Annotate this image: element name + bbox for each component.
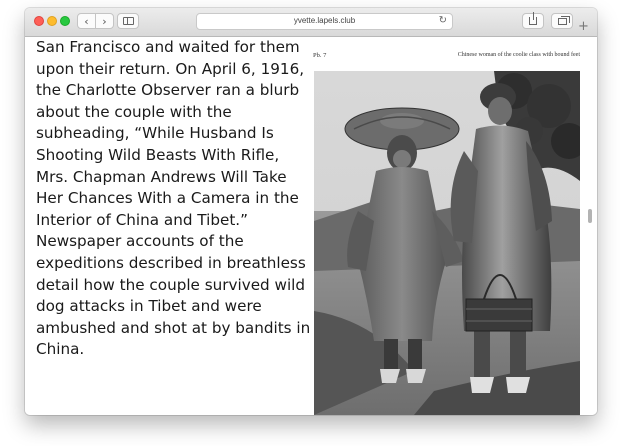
page-viewport[interactable] — [25, 37, 597, 415]
share-button[interactable] — [522, 13, 544, 29]
minimize-window-button[interactable] — [47, 16, 57, 26]
back-button[interactable] — [77, 13, 96, 29]
browser-window — [25, 8, 597, 415]
article-paragraph: San Francisco and waited for them upon their return. On April 6, 1916, the Charlotte Observer ran a blurb about the couple with the subheading, “While Husband Is Shooting Wild Beasts With Rifle, Mrs. Chapman Andrews Will Take Her Chances With a Camera in the Interior of China and Tibet.” Newspaper accounts of the expeditions described in breathless detail how the couple survived wild dog attacks in Tibet and were ambushed and shot at by bandits in China. — [36, 38, 311, 359]
forward-button[interactable] — [95, 13, 114, 29]
address-url: yvette.lapels.club — [293, 16, 356, 25]
historical-photo — [314, 71, 580, 415]
close-window-button[interactable] — [34, 16, 44, 26]
reload-icon[interactable]: ↻ — [438, 15, 447, 26]
zoom-window-button[interactable] — [60, 16, 70, 26]
share-icon — [529, 17, 537, 25]
tabs-icon — [558, 18, 567, 25]
show-tabs-button[interactable] — [551, 13, 573, 29]
chevron-left-icon: ‹ — [84, 14, 89, 28]
address-bar[interactable] — [196, 13, 453, 30]
browser-toolbar — [25, 8, 597, 37]
sidebar-toggle-button[interactable] — [117, 13, 139, 29]
chevron-right-icon: › — [102, 14, 107, 28]
sidebar-icon — [123, 17, 134, 25]
new-tab-button[interactable]: + — [578, 19, 589, 34]
vertical-scrollbar[interactable] — [588, 209, 592, 223]
photo-plate-label: Pb. 7 — [313, 52, 327, 59]
photo-caption: Chinese woman of the coolie class with bound feet — [457, 52, 580, 58]
